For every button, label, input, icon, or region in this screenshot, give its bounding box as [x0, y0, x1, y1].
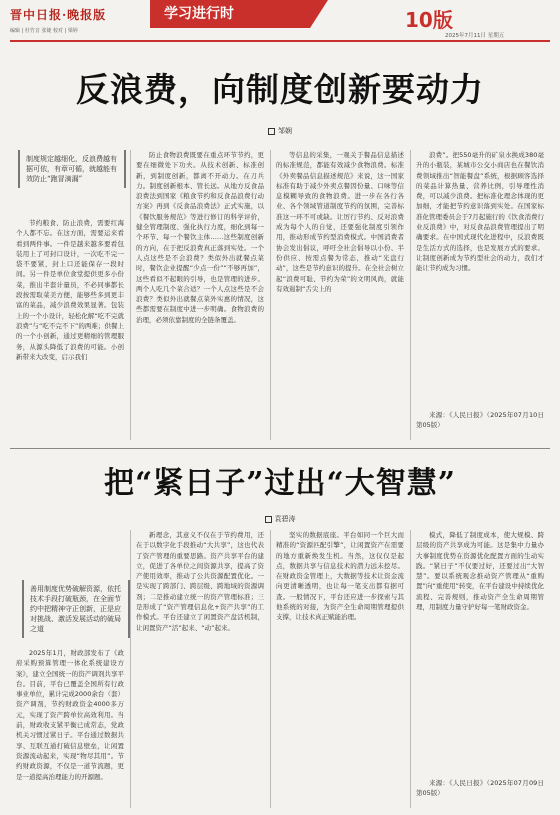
article1-author: 邹娴: [278, 127, 292, 135]
byline-square-icon: [265, 516, 272, 523]
article1-column-3: [276, 150, 404, 440]
article1-column-2: [136, 150, 264, 440]
article2-col1-text: 2025年1月，财政部发布了《政府采购预算管理一体化系统建设方案》，建立全国统一的资产调剂共享平台。目前，平台已覆盖全国所有行政事业单位，累计完成2000余台（套）资产调剂，节约财政资金4000多万元，实现了资产跨单位高效利用。当前，财政收支紧平衡已成常态，党政机关习惯过紧日子。平台通过数据共享、互联互通打破信息壁垒，让闲置资源流动起来，实现“物尽其用”。节约财政资源，不仅是一道节流题，更是一道提高治理能力的开源题。: [16, 649, 124, 781]
article2-byline: [0, 514, 560, 524]
newspaper-logo: 晋中日报·晚报版: [10, 8, 107, 22]
article2-column-3: [276, 530, 404, 808]
column-divider: [270, 150, 271, 440]
article2-col2-text: 新理念，其意义不仅在于节约费用，还在于以数字化手段推动“大共享”，这也代表了资产管理的重要思路。资产共享平台的建立，促进了各单位之间资源共享，提高了资产使用效率，推动了公共资源配置优化。一是实现了跨部门、跨层级、跨地域的资源调剂；二是推动建立统一的资产管理标准；三是形成了“资产管理信息化+资产共享”的工作模式。平台还建立了闲置资产盘活机制，让闲置资产“活”起来、“动”起来。: [136, 531, 264, 632]
logo-block: [10, 6, 140, 40]
article2-headline: 把“紧日子”过出“大智慧”: [103, 466, 457, 501]
article1-col4-text: 浪费”。把550毫升的矿泉水换成380毫升的小瓶装，某城市公交小商店也在餐饮消费领域推出“智能餐盘”系统，根据顾客选择的菜品计算热量、营养比例，引导理性消费，可以减少浪费。把标准化理念体现的更加细，才能把节约意识落到实处。在国家标准化管理委员会于7月起施行的《饮食消费行业反浪费》中，对反食品浪费管理提出了明确要求。在中国式现代化进程中，反浪费既是生活方式的选择，也是发展方式的要求。让制度创新成为节约型社会的动力，我们才能让节约成为习惯。: [416, 151, 544, 273]
issue-date: 2025年7月11日 星期五: [445, 33, 505, 39]
article1-column-4: [416, 150, 544, 408]
article1-column-1: [16, 218, 124, 438]
column-divider: [410, 530, 411, 808]
article1-pull-quote: 制度规定越细化，反浪费越有据可依，有章可循，就越能有效防止“跑冒滴漏”: [18, 150, 126, 188]
article1-byline: [0, 126, 560, 136]
article1-source: 来源：《人民日报》（2025年07月10日 第05版）: [416, 411, 544, 429]
column-divider: [410, 150, 411, 440]
article-separator: [10, 448, 550, 449]
article2-pull-quote: 善用制度优势破解资源，依托技术手段打破瓶颈，在全面节约中把精神守正创新，正是应对挑战、激活发展活动的破局之道: [22, 580, 130, 638]
byline-square-icon: [268, 128, 275, 135]
column-divider: [130, 150, 131, 440]
column-divider: [270, 530, 271, 808]
article2-author: 袁碧涛: [274, 515, 296, 523]
article2-source: 来源：《人民日报》（2025年07月09日 第05版）: [416, 779, 544, 797]
article2-col4-text: 模式，降低了制度成本，使大规模、跨层级的资产共享成为可能。这是集中力量办大事制度优势在资源优化配置方面的生动实践。“紧日子”不仅要过好，还要过出“大智慧”。要以系统观念推动资产管理从“重购置”向“重使用”转变，在平台建设中持续优化流程、完善规则，推动资产全生命周期管理，用制度力量守护好每一笔财政资金。: [416, 531, 544, 612]
article2-column-1: [16, 648, 124, 806]
article2-column-2: [136, 530, 264, 808]
page-number: 10版: [405, 8, 453, 32]
masthead: [0, 0, 560, 42]
article2-column-4: [416, 530, 544, 776]
editor-credits: 编辑 | 杜竹音 张婕 校对 | 梁婷: [10, 28, 78, 34]
article1-headline: 反浪费，向制度创新要动力: [76, 70, 484, 109]
article1-col2-text: 防止食物浪费既要在重点环节节约，更要在细微处下功夫。从技术创新、标准创新，到制度创新，都离不开动力。在刀兵力。制度创新根本、管长远。从地方反食品浪费法到国家《粮食节约和反食品浪费行动方案》再到《反食品浪费法》正式实施，以《餐饮服务规范》等进行修订的科学评价，健全管理制度、强化执行力度，细化到每一个环节、每一个餐饮主体……这些制度创新的方向，在于把反浪费真正落到实处。一个人点这些是不会浪费？类似外出就餐点菜时，餐饮企业提醒“少点一份”“不够再加”，这些看似不起眼的引导，也是管理的进步。两个人吃几个菜合适？一个人点这些是不会浪费？类似外出就餐点菜外实惠的情况，这些都需要在制度中进一步明确。食物浪费的治理，必须依靠制度的全链条覆盖。: [136, 151, 264, 324]
column-divider: [130, 530, 131, 808]
article1-col3-text: 等信息的采集，一观关于餐品信息描述的标准规范，都能有效减少食物浪费。标准《外卖餐品信息描述规范》来说，这一国家标准有助于减少外卖点餐因份量、口味等信息模糊导致的食物浪费。进一步在各行各业、各个领域管道制度节约的氛围，完善标准这一环不可或缺。让厉行节约、反对浪费成为每个人的自觉，还要强化制度引领作用，推动形成节约型消费模式。中国消费者协会发出倡议，呼吁全社会倡导以小份、半份供应、按需点餐为常态，推动“光盘行动”，这些是节约意识的提升。在全社会树立起“浪费可耻、节约为荣”的文明风尚，就能有效遏制“舌尖上的: [276, 151, 404, 293]
article2-col3-text: 坚实的数据底座。平台如同一个巨大而精准的“资源匹配引擎”，让闲置资产在需要的地方重新焕发生机。当然，这仅仅是起点，数据共享与信息技术的潜力远未挖尽。在财政资金管理上，大数据等技术让资金流向更清晰透明，也让每一笔支出都有据可查。一般情况下，平台还应进一步探索与其他系统的对接，为资产全生命周期管理提供支撑，让技术真正赋能治理。: [276, 531, 404, 622]
article1-col1-text: 节约粮食、防止浪费，需要红海个人都不忘。在这方面，需要运来看看到两件事。一件是越来越多要看包装用上了可封口设计，一次吃不完一袋不要紧，封上口还能保存一段时间。另一件是单位食堂提供更多小份菜，推出半套计量员，不必同事都长段按需取菜美方便，能够些多到更丰富的菜品，减少浪费效果显著。包装上的一个小设计，轻松化解“吃不完就浪费”与“吃不完不下”的两难；供餐上的一个小创新，通过更精细的管理服务，从源头降低了浪费的可能。小创新带来大改变，启示我们: [16, 219, 124, 361]
masthead-rule: [10, 40, 550, 42]
section-tab: 学习进行时: [150, 0, 310, 28]
